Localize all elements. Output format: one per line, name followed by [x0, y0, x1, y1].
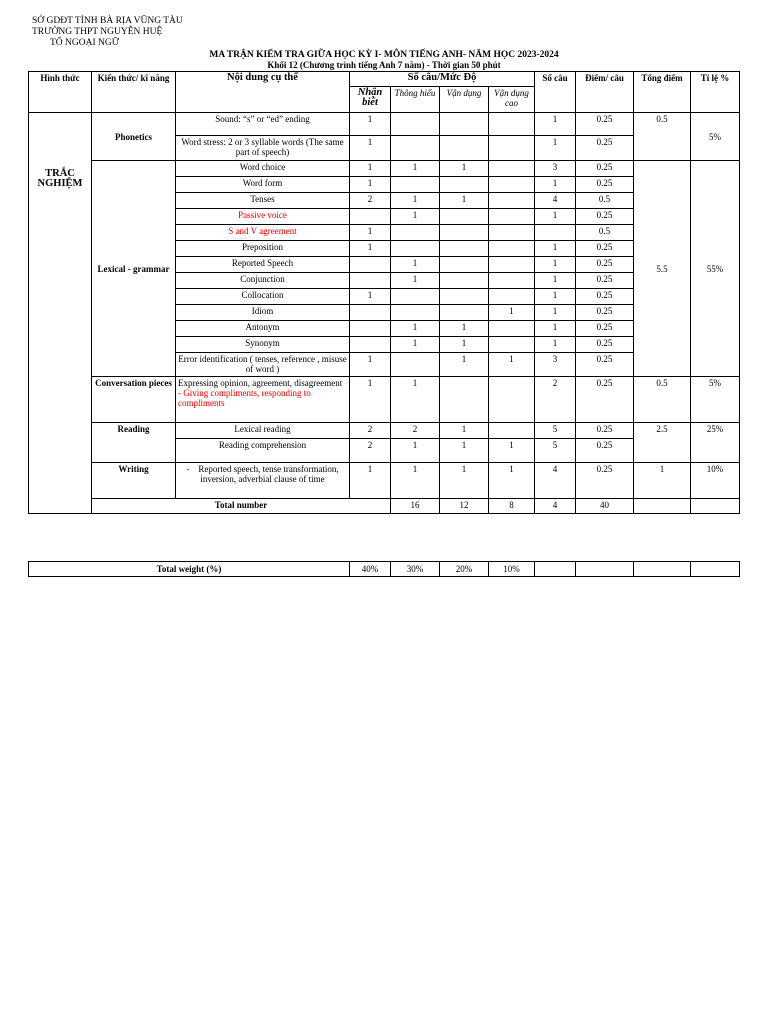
so-cau-cell: 1: [535, 257, 576, 273]
weight-empty-4: [691, 562, 740, 577]
content-cell: Sound: “s” or “ed” ending: [176, 113, 350, 136]
weight-empty-1: [535, 562, 576, 577]
content-cell: Conjunction: [176, 273, 350, 289]
diem-cell: 0.5: [576, 225, 634, 241]
so-cau-cell: 1: [535, 321, 576, 337]
vd-cell: 1: [440, 353, 489, 377]
diem-cell: 0.25: [576, 463, 634, 499]
header-so-cau-muc-do: Số câu/Mức Độ: [350, 72, 535, 87]
group-phonetics: Phonetics: [92, 113, 176, 161]
header-nhan-biet: Nhận biết: [350, 87, 391, 113]
group-writing: Writing: [92, 463, 176, 499]
so-cau-cell: 1: [535, 113, 576, 136]
content-cell: Synonym: [176, 337, 350, 353]
so-cau-cell: 1: [535, 273, 576, 289]
document-title: MA TRẬN KIỂM TRA GIỮA HỌC KỲ I- MÔN TIẾNG ANH- NĂM HỌC 2023-2024: [209, 50, 559, 60]
total-vd: 8: [489, 499, 535, 514]
vd-cell: [440, 305, 489, 321]
school-name: TRƯỜNG THPT NGUYỄN HUỆ: [32, 27, 163, 37]
th-cell: 1: [391, 377, 440, 423]
weight-th: 30%: [391, 562, 440, 577]
total-nb: 16: [391, 499, 440, 514]
so-cau-cell: 1: [535, 305, 576, 321]
header-kien-thuc: Kiến thức/ kĩ năng: [92, 72, 176, 113]
diem-cell: 0.25: [576, 273, 634, 289]
th-cell: [391, 225, 440, 241]
content-red-text: - Giving compliments, responding to compliments: [178, 388, 311, 408]
bullet-dash: -: [186, 464, 190, 474]
school-header: [32, 16, 183, 49]
total-vdc: 4: [535, 499, 576, 514]
so-cau-cell: 5: [535, 439, 576, 463]
weight-empty-3: [634, 562, 691, 577]
th-cell: [391, 305, 440, 321]
tong-diem-cell: 0.5: [634, 377, 691, 423]
ti-le-cell: 25%: [691, 423, 740, 463]
nb-cell: 1: [350, 377, 391, 423]
matrix-table: [28, 71, 740, 514]
nb-cell: 1: [350, 177, 391, 193]
group-name: TỔ NGOẠI NGỮ: [50, 38, 120, 48]
vd-cell: [440, 113, 489, 136]
diem-cell: 0.25: [576, 177, 634, 193]
nb-cell: 1: [350, 161, 391, 177]
vdc-cell: [489, 177, 535, 193]
diem-cell: 0.25: [576, 377, 634, 423]
diem-cell: 0.25: [576, 321, 634, 337]
th-cell: 1: [391, 273, 440, 289]
th-cell: [391, 353, 440, 377]
tong-diem-cell: 5.5: [634, 161, 691, 377]
vd-cell: [440, 273, 489, 289]
diem-cell: 0.25: [576, 337, 634, 353]
diem-cell: 0.25: [576, 353, 634, 377]
content-cell: Antonym: [176, 321, 350, 337]
vdc-cell: [489, 136, 535, 161]
nb-cell: [350, 273, 391, 289]
th-cell: 1: [391, 193, 440, 209]
header-thong-hieu: Thông hiểu: [391, 87, 440, 113]
nb-cell: [350, 209, 391, 225]
so-cau-cell: 3: [535, 353, 576, 377]
header-tong-diem: Tổng điểm: [634, 72, 691, 113]
header-diem-cau: Điểm/ câu: [576, 72, 634, 113]
nb-cell: [350, 305, 391, 321]
vdc-cell: [489, 423, 535, 439]
total-th: 12: [440, 499, 489, 514]
vd-cell: [440, 136, 489, 161]
ti-le-cell: 5%: [691, 377, 740, 423]
vd-cell: 1: [440, 439, 489, 463]
so-cau-cell: 4: [535, 193, 576, 209]
content-text: Reported speech, tense transformation, inversion, adverbial clause of time: [198, 464, 339, 484]
vdc-cell: 1: [489, 305, 535, 321]
content-black-text: Expressing opinion, agreement, disagreement: [178, 378, 343, 388]
vdc-cell: [489, 321, 535, 337]
tong-diem-cell: 1: [634, 463, 691, 499]
vd-cell: 1: [440, 321, 489, 337]
nb-cell: 1: [350, 241, 391, 257]
weight-nb: 40%: [350, 562, 391, 577]
total-label: Total number: [92, 499, 391, 514]
weight-vdc: 10%: [489, 562, 535, 577]
nb-cell: 1: [350, 136, 391, 161]
so-cau-cell: 1: [535, 209, 576, 225]
vdc-cell: 1: [489, 353, 535, 377]
diem-cell: 0.25: [576, 423, 634, 439]
content-cell: [176, 377, 350, 423]
vdc-cell: [489, 241, 535, 257]
content-cell: Word form: [176, 177, 350, 193]
vd-cell: [440, 241, 489, 257]
content-cell: [176, 463, 350, 499]
th-cell: 1: [391, 209, 440, 225]
header-van-dung-cao: Vận dụng cao: [489, 87, 535, 113]
th-cell: [391, 177, 440, 193]
content-cell: S and V agreement: [176, 225, 350, 241]
header-ti-le: Tỉ lệ %: [691, 72, 740, 113]
weights-table: [28, 561, 740, 577]
nb-cell: 2: [350, 423, 391, 439]
so-cau-cell: 1: [535, 241, 576, 257]
so-cau-cell: 5: [535, 423, 576, 439]
diem-cell: 0.5: [576, 193, 634, 209]
nb-cell: 1: [350, 463, 391, 499]
th-cell: 1: [391, 463, 440, 499]
vdc-cell: [489, 225, 535, 241]
so-cau-cell: 1: [535, 177, 576, 193]
th-cell: 1: [391, 337, 440, 353]
content-cell: Lexical reading: [176, 423, 350, 439]
vdc-cell: [489, 289, 535, 305]
so-cau-cell: 3: [535, 161, 576, 177]
vd-cell: 1: [440, 337, 489, 353]
hinh-thuc-cell: TRẮC NGHIỆM: [29, 113, 92, 514]
header-van-dung: Vận dụng: [440, 87, 489, 113]
nb-cell: [350, 337, 391, 353]
vdc-cell: [489, 209, 535, 225]
diem-cell: 0.25: [576, 257, 634, 273]
vdc-cell: [489, 273, 535, 289]
vd-cell: 1: [440, 463, 489, 499]
vdc-cell: [489, 161, 535, 177]
vdc-cell: [489, 193, 535, 209]
nb-cell: [350, 257, 391, 273]
vd-cell: 1: [440, 193, 489, 209]
th-cell: 1: [391, 321, 440, 337]
ti-le-cell: 5%: [691, 113, 740, 161]
vdc-cell: 1: [489, 439, 535, 463]
nb-cell: [350, 321, 391, 337]
content-cell: Word stress: 2 or 3 syllable words (The same part of speech): [176, 136, 350, 161]
diem-cell: 0.25: [576, 113, 634, 136]
weight-empty-2: [576, 562, 634, 577]
th-cell: 2: [391, 423, 440, 439]
diem-cell: 0.25: [576, 439, 634, 463]
content-cell: Preposition: [176, 241, 350, 257]
nb-cell: 2: [350, 193, 391, 209]
group-reading: Reading: [92, 423, 176, 463]
total-so-cau: 40: [576, 499, 634, 514]
vdc-cell: 1: [489, 463, 535, 499]
header-noi-dung: Nội dung cụ thể: [176, 72, 350, 113]
nb-cell: 1: [350, 289, 391, 305]
weights-label: Total weight (%): [29, 562, 350, 577]
vd-cell: [440, 225, 489, 241]
th-cell: [391, 241, 440, 257]
th-cell: 1: [391, 439, 440, 463]
so-cau-cell: 1: [535, 136, 576, 161]
th-cell: 1: [391, 257, 440, 273]
diem-cell: 0.25: [576, 136, 634, 161]
vdc-cell: [489, 377, 535, 423]
so-cau-cell: 1: [535, 337, 576, 353]
vd-cell: [440, 377, 489, 423]
th-cell: [391, 113, 440, 136]
diem-cell: 0.25: [576, 161, 634, 177]
diem-cell: 0.25: [576, 241, 634, 257]
th-cell: [391, 136, 440, 161]
group-conversation: Conversation pieces: [92, 377, 176, 423]
content-cell: Collocation: [176, 289, 350, 305]
so-cau-cell: 1: [535, 289, 576, 305]
document-subtitle: Khối 12 (Chương trình tiếng Anh 7 năm) - Thời gian 50 phút: [267, 60, 501, 70]
vd-cell: 1: [440, 161, 489, 177]
vd-cell: [440, 289, 489, 305]
vdc-cell: [489, 337, 535, 353]
ti-le-cell: 10%: [691, 463, 740, 499]
nb-cell: 1: [350, 225, 391, 241]
total-diem-empty: [634, 499, 691, 514]
diem-cell: 0.25: [576, 209, 634, 225]
diem-cell: 0.25: [576, 305, 634, 321]
vd-cell: [440, 257, 489, 273]
so-cau-cell: [535, 225, 576, 241]
nb-cell: 1: [350, 113, 391, 136]
total-tong-diem-empty: [691, 499, 740, 514]
content-cell: Error identification ( tenses, reference , misuse of word ): [176, 353, 350, 377]
th-cell: [391, 289, 440, 305]
tong-diem-cell: 2.5: [634, 423, 691, 463]
department-name: SỞ GDĐT TỈNH BÀ RỊA VŨNG TÀU: [32, 16, 183, 26]
so-cau-cell: 2: [535, 377, 576, 423]
tong-diem-cell: 0.5: [634, 113, 691, 161]
vdc-cell: [489, 257, 535, 273]
vd-cell: [440, 177, 489, 193]
content-cell: Word choice: [176, 161, 350, 177]
ti-le-cell: 55%: [691, 161, 740, 377]
header-hinh-thuc: Hình thức: [29, 72, 92, 113]
vdc-cell: [489, 113, 535, 136]
content-cell: Reading comprehension: [176, 439, 350, 463]
header-so-cau: Số câu: [535, 72, 576, 113]
diem-cell: 0.25: [576, 289, 634, 305]
content-cell: Tenses: [176, 193, 350, 209]
content-cell: Idiom: [176, 305, 350, 321]
vd-cell: 1: [440, 423, 489, 439]
th-cell: 1: [391, 161, 440, 177]
so-cau-cell: 4: [535, 463, 576, 499]
content-cell: Passive voice: [176, 209, 350, 225]
nb-cell: 1: [350, 353, 391, 377]
weight-vd: 20%: [440, 562, 489, 577]
nb-cell: 2: [350, 439, 391, 463]
content-cell: Reported Speech: [176, 257, 350, 273]
group-lexical-grammar: Lexical - grammar: [92, 161, 176, 377]
vd-cell: [440, 209, 489, 225]
